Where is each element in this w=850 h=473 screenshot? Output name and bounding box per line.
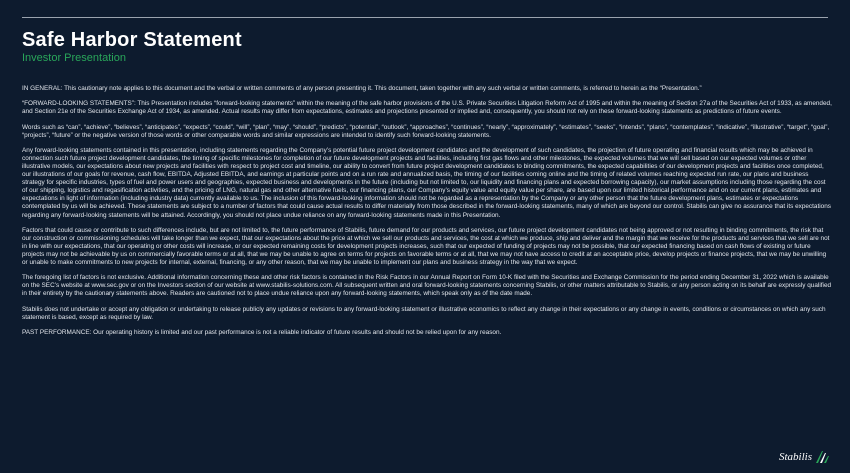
- paragraph-foregoing-list: The foregoing list of factors is not exclusive. Additional information concerning these and other risk factors is contained in the Risk Factors in our Annual Report on Form 10-K filed with the Securities and Exchange Commission for the period ending December 31, 2022 which is available on the SEC’s website at www.sec.gov or on the Investors section of our website at www.stabilis-solutions.com. All subsequent written and oral forward-looking statements concerning Stabilis, or other matters attributable to Stabilis, or any person acting on its behalf are expressly qualified in their entirety by the cautionary statements above. Readers are cautioned not to place undue reliance upon any forward-looking statements, which speak only as of the date made.: [22, 274, 832, 298]
- paragraph-in-general: IN GENERAL: This cautionary note applies to this document and the verbal or written comments of any person presenting it. This document, taken together with any such verbal or written comments, is referred to herein as the “Presentation.”: [22, 85, 702, 92]
- paragraph-words-such-as: Words such as “can”, “achieve”, “believes”, “anticipates”, “expects”, “could”, “will”, “plan”, “may”, “should”, “predicts”, “potential”, “outlook”, “approaches”, “continues”, “nearly”, “approximately”, “estimates”, “seeks”, “intends”, “plans”, “contemplates”, “indicative”, “illustrative”, “target”, “goal”, “projects”, “future” or the negative version of those words or other comparable words and similar expressions are intended to identify such forward-looking statements.: [22, 123, 830, 139]
- paragraph-forward-looking: “FORWARD-LOOKING STATEMENTS”: This Presentation includes “forward-looking statements” within the meaning of the safe harbor provisions of the U.S. Private Securities Litigation Reform Act of 1995 and within the meaning of Section 27a of the Securities Act of 1933, as amended, and Section 21e of the Securities Exchange Act of 1934, as amended. Actual results may differ from expectations, estimates and projections presented or implied and, consequently, you should not rely on these forward-looking statements as predictions of future events.: [22, 100, 832, 116]
- paragraph-no-obligation: Stabilis does not undertake or accept any obligation or undertaking to release publicly any updates or revisions to any forward-looking statement or illustrative economics to reflect any change in their expectations or any change in events, conditions or circumstances on which any such statement is based, except as required by law.: [22, 305, 826, 321]
- paragraph-factors: Factors that could cause or contribute to such differences include, but are not limited to, the future performance of Stabilis, future demand for our products and services, our future project development candidates not being approved or not resulting in binding commitments, the risk that our construction or commissioning schedules will take longer than we expect, that our expectations about the price at which we sell our products and services, the cost at which we produce, ship and deliver and the margin that we receive for the products and services that we sell are not in line with our expectations, that our operating or other costs will increase, or our expected remaining costs for development projects increases, such that our expected of funding of projects may not be possible, that our expected financing based on cash flows of existing or future projects may not be achievable by us on commercially favorable terms or at all, that we may be unable to agree on terms for projects on favorable terms or at all, that we may not have access to credit at an acceptable price, develop projects or finance projects, that we may be unwilling or unable to make commitments to new projects for internal, external, financing, or any other reason, that we may be unable to implement our plans and business strategy in the way that we expect.: [22, 226, 830, 267]
- page-title: Safe Harbor Statement: [22, 29, 242, 51]
- disclaimer-body: [22, 85, 832, 345]
- logo-text: Stabilis: [778, 451, 812, 463]
- paragraph-past-performance: PAST PERFORMANCE: Our operating history is limited and our past performance is not a reliable indicator of future results and should not be relied upon for any reason.: [22, 329, 502, 337]
- paragraph-any-forward-looking: Any forward-looking statements contained in this presentation, including statements regarding the Company’s potential future project development candidates and the development of such candidates, the projection of future operating and financial results which may be achieved in connection such future project development candidates, the timing of specific milestones for completion of our future development projects and facilities, including first gas flows and other milestones, the expected volumes that we will sell based on our expected volumes or other illustrative models, our expectations about new projects and facilities with respect to project cost and timeline, our ability to convert from future project development candidates to binding commitments, the expected capabilities of our development projects and facilities once completed, our illustrations of our goals for revenue, cash flow, EBITDA, Adjusted EBITDA, and earnings at particular points and on a run rate and annualized basis, the timing of our facilities coming online and the timing of related volumes reaching expected run rate, our plans and business strategy for specific industries, types of fuel and power users and geographies, expected business and developments in the future (including but not limited to, our liquidity and financing plans and expected borrowing capacity), our market assumptions including those regarding the cost of our shipping, logistics and regasification activities, and the pricing of LNG, natural gas and other alternative fuels, our financing plans, our Company’s equity value and equity value per share, are based upon our limited historical performance and on our current plans, estimates and expectations in light of information (including industry data) currently available to us. The inclusion of this forward-looking information should not be regarded as a representation by the Company or any other person that the future development plans, estimates or expectations contemplated by us will be achieved. These statements are subject to a number of factors that could cause actual results to differ materially from those described in the forward-looking statements, many of which are beyond our control. Stabilis can give no assurance that its expectations regarding any forward-looking statements will be attained. Accordingly, you should not place undue reliance on any forward-looking statements made in this Presentation.: [22, 147, 831, 219]
- page-subtitle: Investor Presentation: [22, 52, 126, 64]
- company-logo: [779, 449, 830, 465]
- header-divider: [22, 17, 828, 18]
- stabilis-logo-icon: [814, 449, 830, 465]
